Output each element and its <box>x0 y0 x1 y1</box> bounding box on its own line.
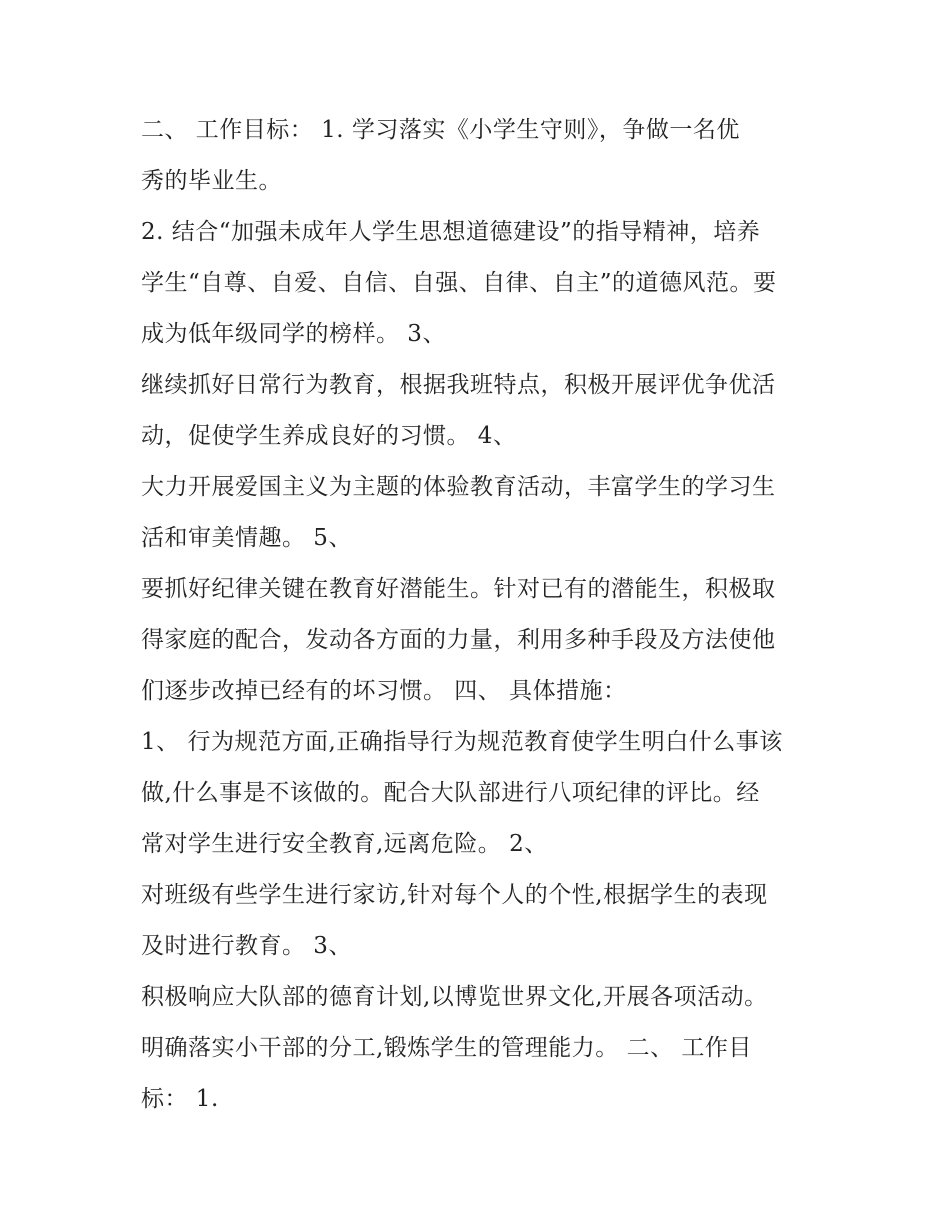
text-line-11: 得家庭的配合，发动各方面的力量，利用多种手段及方法使他 <box>141 627 776 653</box>
text-line-7: 动，促使学生养成良好的习惯。 4、 <box>141 423 517 449</box>
text-line-6: 继续抓好日常行为教育，根据我班特点，积极开展评优争优活 <box>141 372 776 398</box>
text-line-10: 要抓好纪律关键在教育好潜能生。针对已有的潜能生，积极取 <box>141 576 776 602</box>
text-line-3: 2. 结合“加强未成年人学生思想道德建设”的指导精神，培养 <box>141 219 761 245</box>
text-line-20: 标： 1. <box>141 1086 219 1112</box>
text-line-1: 二、 工作目标： 1. 学习落实《小学生守则》，争做一名优 <box>141 117 740 143</box>
text-line-19: 明确落实小干部的分工,锻炼学生的管理能力。 二、 工作目 <box>141 1035 752 1061</box>
text-line-12: 们逐步改掉已经有的坏习惯。 四、 具体措施： <box>141 678 627 704</box>
text-line-18: 积极响应大队部的德育计划,以博览世界文化,开展各项活动。 <box>141 984 768 1010</box>
text-line-13: 1、 行为规范方面,正确指导行为规范教育使学生明白什么事该 <box>141 729 783 755</box>
text-line-15: 常对学生进行安全教育,远离危险。 2、 <box>141 831 548 857</box>
text-line-2: 秀的毕业生。 <box>141 168 282 194</box>
text-line-4: 学生“自尊、自爱、自信、自强、自律、自主”的道德风范。要 <box>141 270 777 296</box>
text-line-16: 对班级有些学生进行家访,针对每个人的个性,根据学生的表现 <box>141 882 768 908</box>
text-line-17: 及时进行教育。 3、 <box>141 933 352 959</box>
text-line-8: 大力开展爱国主义为主题的体验教育活动，丰富学生的学习生 <box>141 474 776 500</box>
text-line-5: 成为低年级同学的榜样。 3、 <box>141 321 446 347</box>
text-line-9: 活和审美情趣。 5、 <box>141 525 352 551</box>
text-line-14: 做,什么事是不该做的。配合大队部进行八项纪律的评比。经 <box>141 780 760 806</box>
